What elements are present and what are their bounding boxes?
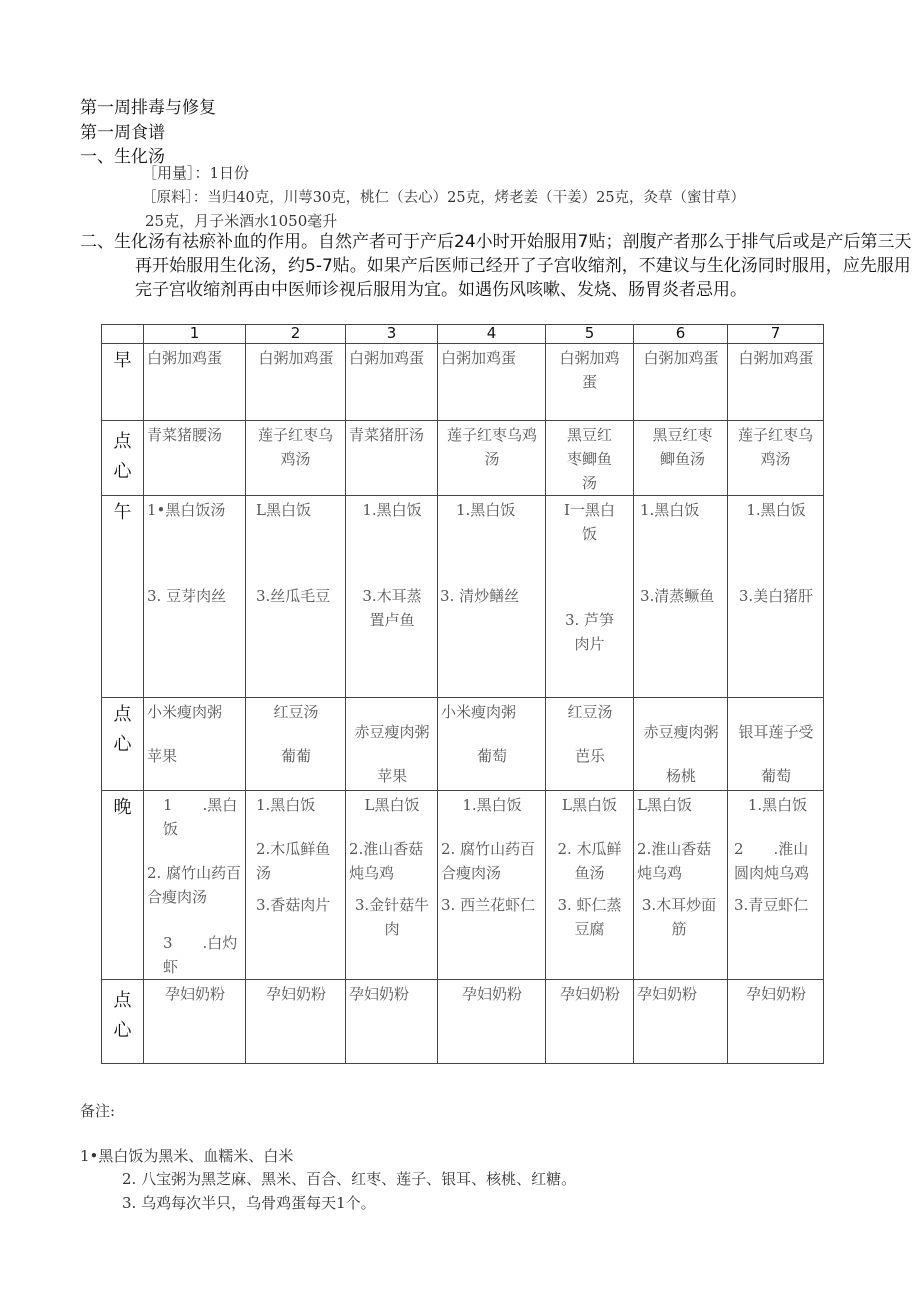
- meal-item: 孕妇奶粉: [164, 985, 225, 1003]
- meal-item: 黑豆红枣鲫鱼汤: [652, 426, 713, 468]
- meal-item: 1.黑白饭: [256, 796, 316, 814]
- snack-cell: [546, 698, 633, 768]
- meal-item: 杨桃: [665, 767, 696, 785]
- meal-item: 小米瘦肉粥: [147, 703, 223, 721]
- meal-item: 1 .黑白饭: [163, 796, 238, 838]
- meal-item: 赤豆瘦肉粥: [643, 723, 719, 741]
- day-header: 7: [728, 325, 824, 344]
- meal-item: 苹果: [376, 767, 407, 785]
- day-header-row: [102, 325, 824, 344]
- meal-item: 1.黑白饭: [362, 501, 422, 519]
- row-label-snack: [102, 421, 144, 496]
- menu-title: 第一周食谱: [80, 123, 165, 143]
- meal-item: 2. 腐竹山药百合瘦肉汤: [441, 840, 536, 882]
- snack-cell: [346, 698, 437, 788]
- row-label-text: 点心: [113, 431, 132, 482]
- meal-item: 苹果: [147, 747, 178, 765]
- lunch-cell: [144, 496, 245, 608]
- row-label-snack: [102, 698, 144, 791]
- dinner-cell: [346, 791, 437, 941]
- meal-item: 3.香菇肉片: [256, 896, 331, 914]
- meal-item: 1.黑白饭: [747, 796, 808, 814]
- meal-item: 3 .白灼虾: [163, 934, 238, 976]
- meal-item: 莲子红枣乌鸡汤: [737, 426, 813, 468]
- breakfast-row: [102, 344, 824, 421]
- lunch-cell: [634, 496, 727, 608]
- notes-title: 备注:: [80, 1102, 116, 1120]
- meal-item: 3.木耳蒸置卢鱼: [362, 587, 422, 629]
- meal-item: 白粥加鸡蛋: [349, 349, 425, 367]
- dinner-row: [102, 791, 824, 980]
- ingredients-line-2: 25克，月子米酒水1050毫升: [145, 212, 338, 230]
- meal-item: 孕妇奶粉: [637, 985, 698, 1003]
- meal-item: 2 .淮山圆肉炖乌鸡: [734, 840, 810, 882]
- dinner-cell: [546, 791, 633, 941]
- meal-item: 白粥加鸡蛋: [643, 349, 719, 367]
- meal-item: 3.青豆虾仁: [734, 896, 809, 914]
- meal-item: 银耳莲子受: [738, 723, 814, 741]
- dinner-cell: [728, 791, 823, 917]
- meal-item: 葡萄: [760, 767, 791, 785]
- meal-item: 2.木瓜鲜鱼汤: [256, 840, 331, 882]
- snack-cell: [438, 698, 545, 768]
- meal-item: 孕妇奶粉: [559, 985, 620, 1003]
- meal-item: 孕妇奶粉: [265, 985, 326, 1003]
- meal-item: 1.黑白饭: [746, 501, 806, 519]
- lunch-cell: [246, 496, 345, 608]
- meal-item: 3. 芦笋肉片: [564, 611, 615, 653]
- meal-item: 小米瘦肉粥: [441, 703, 517, 721]
- snack-row-3: [102, 980, 824, 1064]
- meal-item: 2.淮山香菇炖乌鸡: [349, 840, 424, 882]
- meal-item: L黑白饭: [562, 796, 617, 814]
- meal-item: 孕妇奶粉: [349, 985, 410, 1003]
- meal-item: 葡萄: [476, 747, 507, 765]
- meal-item: 1.黑白饭: [640, 501, 700, 519]
- meal-item: 3. 西兰花虾仁: [441, 896, 536, 914]
- meal-item: 3.丝瓜毛豆: [256, 587, 331, 605]
- meal-item: 1.黑白饭: [462, 796, 522, 814]
- meal-item: 白粥加鸡蛋: [258, 349, 334, 367]
- dosage-line: ［用量］：1日份: [142, 164, 250, 182]
- meal-item: 孕妇奶粉: [745, 985, 806, 1003]
- weekly-menu-table: [101, 324, 824, 1064]
- meal-item: 青菜猪腰汤: [147, 426, 223, 444]
- meal-item: L黑白饭: [637, 796, 692, 814]
- meal-item: 3.美白猪肝: [738, 587, 814, 605]
- section-1-heading: 一、生化汤: [80, 147, 165, 167]
- day-header: 2: [246, 325, 346, 344]
- meal-item: I一黑白饭: [564, 501, 615, 543]
- ingredients-line-1: ［原料］：当归40克，川萼30克，桃仁（去心）25克，烤老姜（干姜）25克，灸草（蜜甘草）: [142, 190, 746, 206]
- day-header: 4: [438, 325, 546, 344]
- meal-item: 红豆汤: [567, 703, 613, 721]
- snack-cell: [634, 698, 727, 788]
- meal-item: 2.淮山香菇炖乌鸡: [637, 840, 712, 882]
- dinner-cell: [144, 791, 245, 979]
- lunch-row: [102, 496, 824, 698]
- meal-item: L黑白饭: [256, 501, 311, 519]
- row-label-snack: [102, 980, 144, 1064]
- day-header: 5: [546, 325, 634, 344]
- meal-item: 2. 腐竹山药百合瘦肉汤: [147, 864, 242, 906]
- corner-cell: [102, 325, 144, 344]
- note-item: 3. 乌鸡每次半只，乌骨鸡蛋每天1个。: [122, 1194, 376, 1212]
- day-header: 3: [346, 325, 438, 344]
- row-label-text: 点心: [113, 990, 132, 1041]
- meal-item: 2. 木瓜鲜鱼汤: [557, 840, 622, 882]
- row-label-lunch: 午: [102, 496, 144, 698]
- meal-item: 白粥加鸡蛋: [147, 349, 223, 367]
- meal-item: 青菜猪肝汤: [349, 426, 425, 444]
- day-header: 1: [144, 325, 246, 344]
- snack-cell: [728, 698, 823, 788]
- lunch-cell: [346, 496, 437, 632]
- meal-item: 3. 虾仁蒸豆腐: [557, 896, 622, 938]
- lunch-cell: [546, 496, 633, 656]
- snack-row-2: [102, 698, 824, 791]
- day-header: 6: [634, 325, 728, 344]
- note-item: 2. 八宝粥为黑芝麻、黑米、百合、红枣、莲子、银耳、核桃、红糖。: [122, 1170, 577, 1188]
- row-label-text: 点心: [113, 704, 132, 755]
- meal-item: 黑豆红枣鲫鱼汤: [566, 426, 612, 492]
- dinner-cell: [634, 791, 727, 941]
- week-title: 第一周排毒与修复: [80, 98, 216, 118]
- meal-item: 莲子红枣乌鸡汤: [257, 426, 333, 468]
- meal-item: 3.木耳炒面筋: [641, 896, 717, 938]
- row-label-dinner: 晚: [102, 791, 144, 980]
- meal-item: 莲子红枣乌鸡汤: [446, 426, 537, 468]
- snack-cell: [144, 698, 245, 768]
- snack-cell: [246, 698, 345, 768]
- note-item: 1•黑白饭为黑米、血糯米、白米: [80, 1147, 294, 1165]
- meal-item: 孕妇奶粉: [461, 985, 522, 1003]
- meal-item: 1•黑白饭汤: [147, 501, 226, 519]
- meal-item: 葡葡: [280, 747, 311, 765]
- meal-item: 3.清蒸鳜鱼: [640, 587, 715, 605]
- meal-item: 赤豆瘦肉粥: [354, 723, 430, 741]
- meal-item: 芭乐: [574, 747, 605, 765]
- meal-item: 白粥加鸡蛋: [559, 349, 620, 391]
- meal-item: 白粥加鸡蛋: [738, 349, 814, 367]
- meal-item: L黑白饭: [364, 796, 420, 814]
- lunch-cell: [438, 496, 545, 608]
- dinner-cell: [246, 791, 345, 917]
- meal-item: 3.金针菇牛肉: [354, 896, 430, 938]
- meal-item: 红豆汤: [273, 703, 319, 721]
- section-2-paragraph: 二、生化汤有祛瘀补血的作用。自然产者可于产后24小时开始服用7贴；剖腹产者那么于排气后或是产后第三天再开始服用生化汤，约5-7贴。如果产后医师己经开了子宫收缩剂，不建议与生化汤同时服用，应先服用完子宫收缩剂再由中医师诊视后服用为宜。如遇伤风咳嗽、发烧、肠胃炎者忌用。: [80, 232, 912, 300]
- meal-item: 3. 清炒鳝丝: [440, 587, 520, 605]
- meal-item: 1.黑白饭: [456, 501, 516, 519]
- lunch-cell: [728, 496, 823, 608]
- meal-item: 白粥加鸡蛋: [441, 349, 517, 367]
- snack-row-1: [102, 421, 824, 496]
- meal-item: 3. 豆芽肉丝: [147, 587, 227, 605]
- dinner-cell: [438, 791, 545, 917]
- row-label-breakfast: 早: [102, 344, 144, 421]
